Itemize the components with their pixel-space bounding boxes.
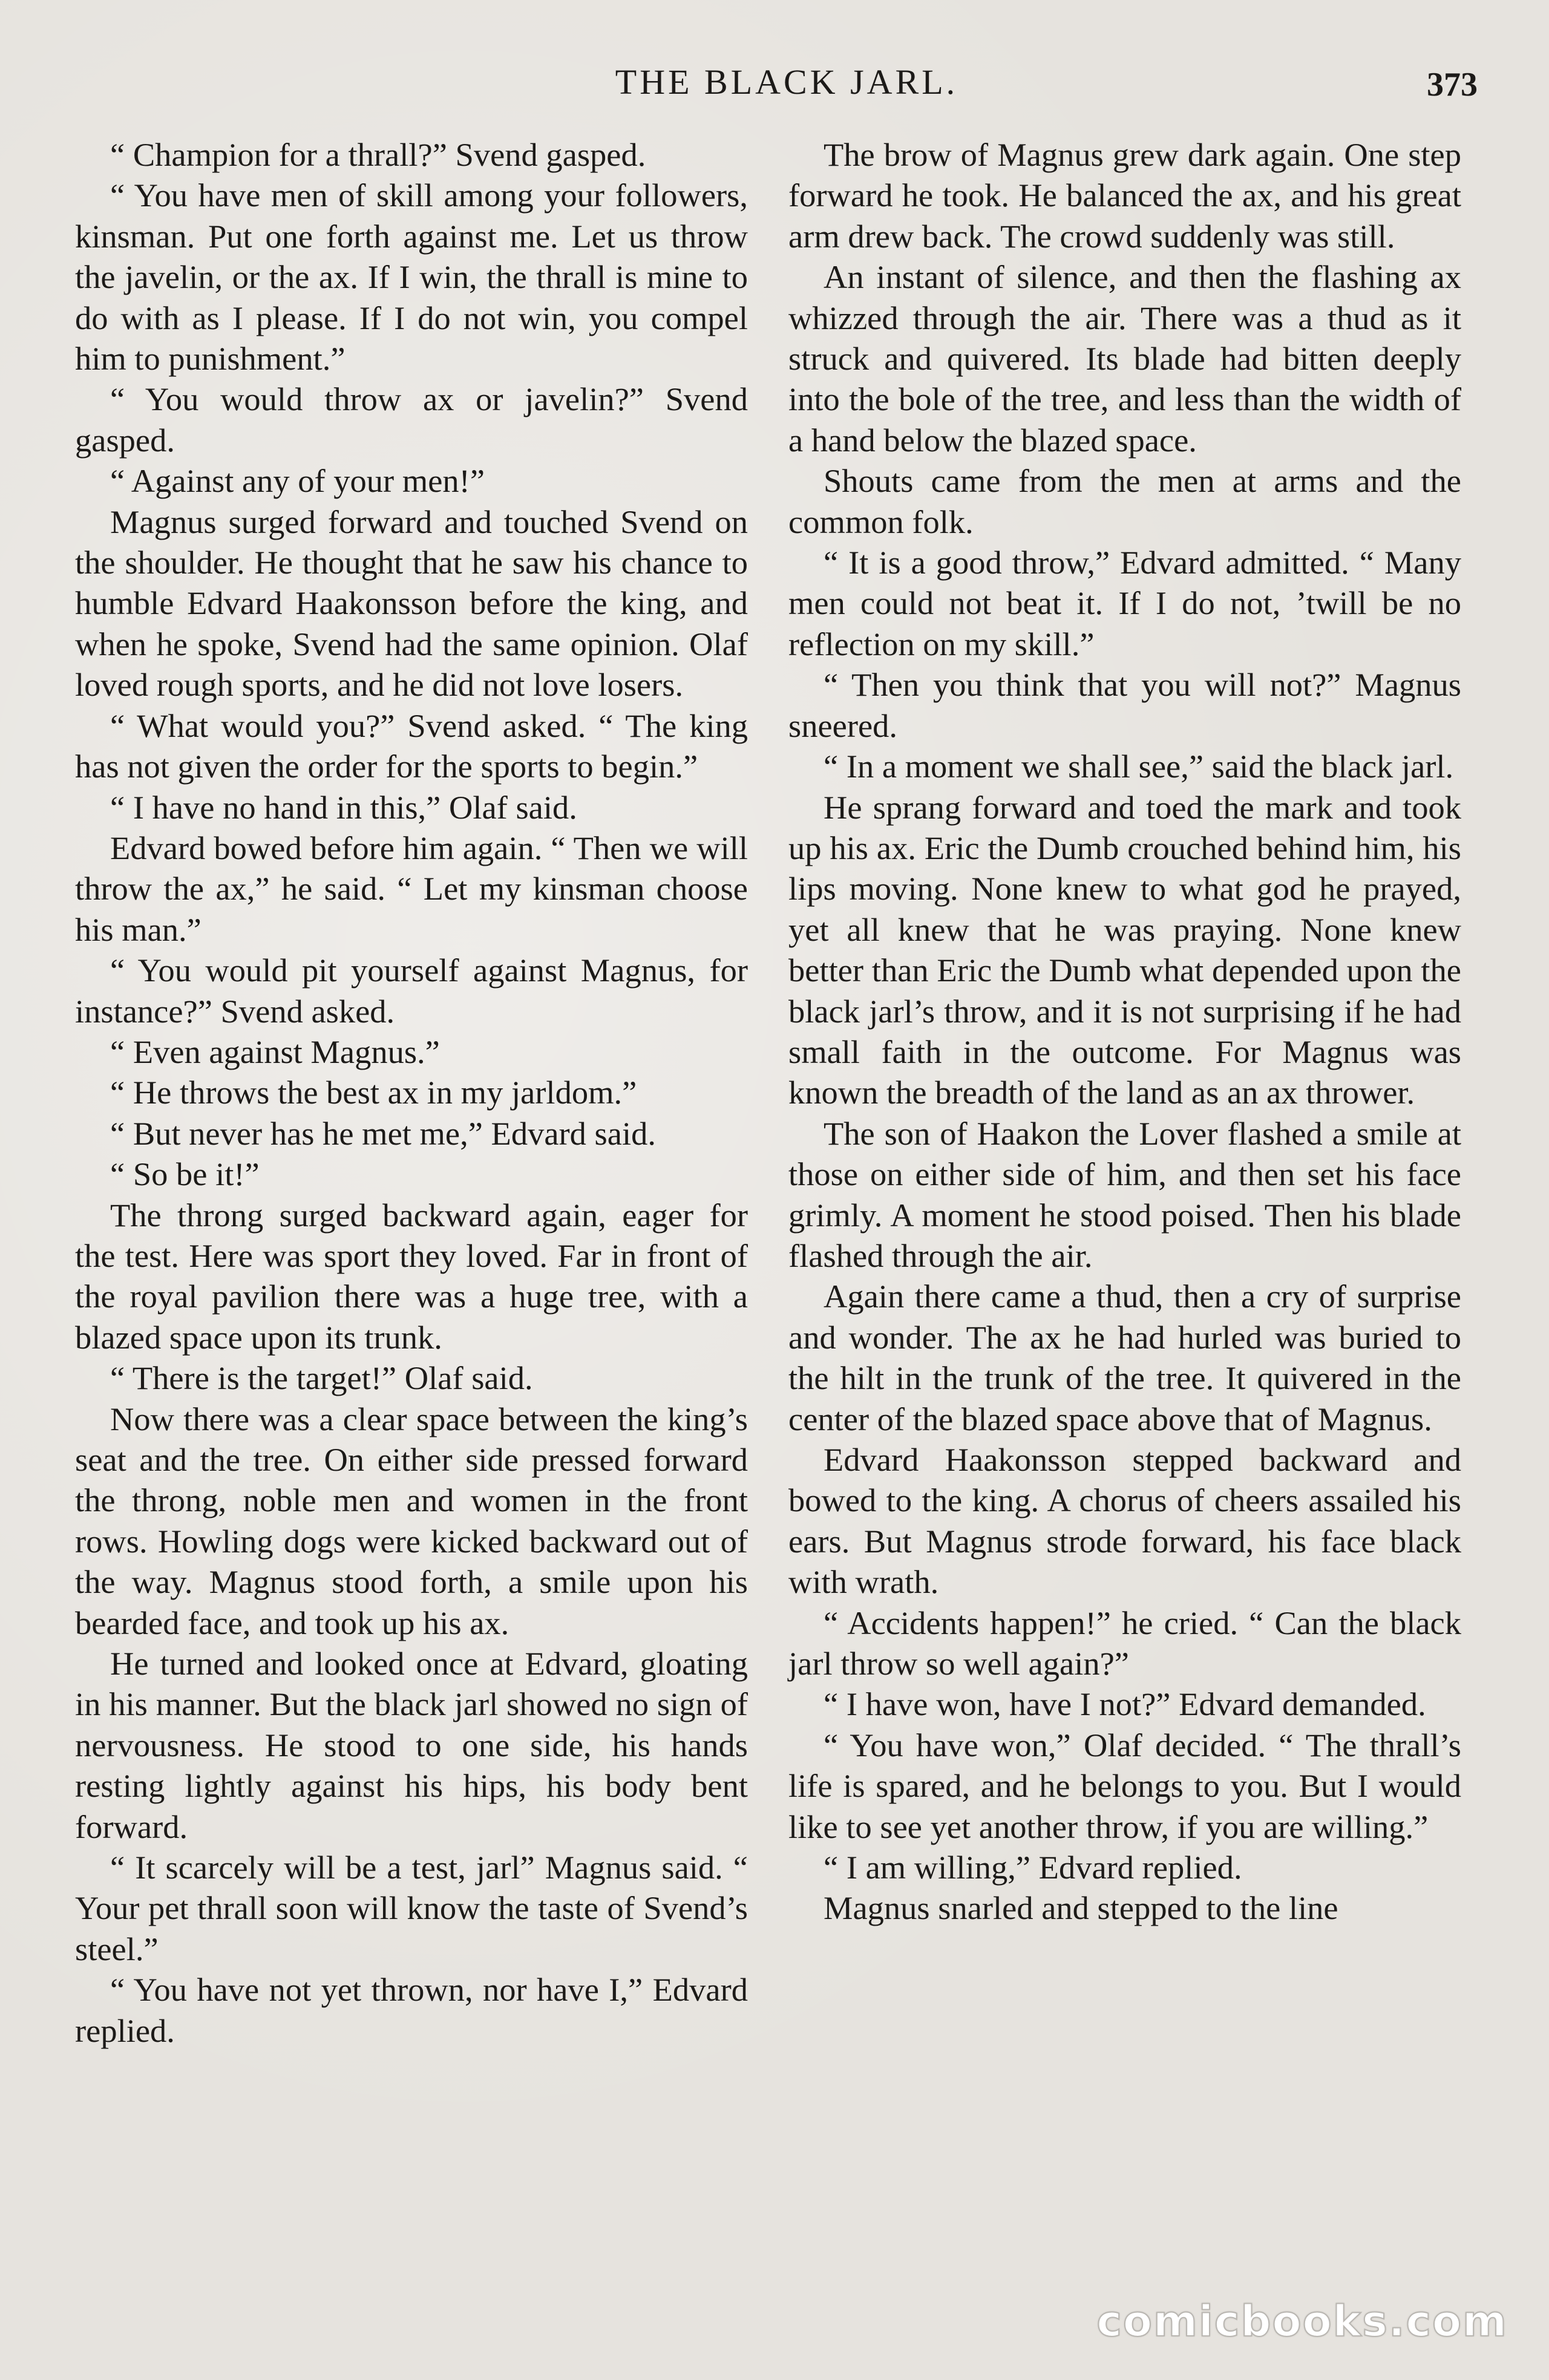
paragraph: “ It is a good throw,” Edvard admitted. “ Many men could not beat it. If I do not, ’twill be no reflection on my skill.” xyxy=(788,544,1461,662)
paragraph: “ Accidents happen!” he cried. “ Can the black jarl throw so well again?” xyxy=(788,1604,1461,1682)
paragraph: Shouts came from the men at arms and the common folk. xyxy=(788,462,1461,540)
paragraph: Now there was a clear space between the king’s seat and the tree. On either side pressed forward the throng, noble men and women in the front rows. Howling dogs were kicked backward out of the way. Magnus stood forth, a smile upon his bearded face, and took up his ax. xyxy=(75,1400,748,1641)
left-column xyxy=(75,134,748,2051)
right-column xyxy=(788,134,1461,1929)
paragraph: “ I have no hand in this,” Olaf said. xyxy=(110,788,577,826)
paragraph: “ There is the target!” Olaf said. xyxy=(110,1359,533,1397)
paragraph: “ Champion for a thrall?” Svend gasped. xyxy=(110,136,646,173)
paragraph: Again there came a thud, then a cry of surprise and wonder. The ax he had hurled was buried to the hilt in the trunk of the tree. It quivered in the center of the blazed space above that of Magnus. xyxy=(788,1278,1461,1437)
paragraph: He turned and looked once at Edvard, gloating in his manner. But the black jarl showed no sign of nervousness. He stood to one side, his hands resting lightly against his hips, his body bent forward. xyxy=(75,1645,748,1845)
paragraph: “ It scarcely will be a test, jarl” Magnus said. “ Your pet thrall soon will know the taste of Svend’s steel.” xyxy=(75,1849,748,1967)
paragraph: The brow of Magnus grew dark again. One step forward he took. He balanced the ax, and his great arm drew back. The crowd suddenly was still. xyxy=(788,136,1461,255)
site-watermark: comicbooks.com xyxy=(1096,2297,1508,2346)
paragraph: Magnus snarled and stepped to the line xyxy=(824,1889,1338,1927)
page-title: THE BLACK JARL. xyxy=(615,62,958,102)
paragraph: “ You have not yet thrown, nor have I,” Edvard replied. xyxy=(75,1971,748,2049)
paragraph: Magnus surged forward and touched Svend on the shoulder. He thought that he saw his chance to humble Edvard Haakonsson before the king, and when he spoke, Svend had the same opinion. Olaf loved rough sports, and he did not love losers. xyxy=(75,503,748,704)
paragraph: “ You have won,” Olaf decided. “ The thrall’s life is spared, and he belongs to you. But I would like to see yet another throw, if you are willing.” xyxy=(788,1726,1461,1845)
paragraph: “ He throws the best ax in my jarldom.” xyxy=(110,1074,637,1111)
paragraph: “ But never has he met me,” Edvard said. xyxy=(110,1114,656,1152)
paragraph: He sprang forward and toed the mark and took up his ax. Eric the Dumb crouched behind him, his lips moving. None knew to what god he prayed, yet all knew that he was praying. None knew better than Eric the Dumb what depended upon the black jarl’s throw, and it is not surprising if he had small faith in the outcome. For Magnus was known the breadth of the land as an ax thrower. xyxy=(788,788,1461,1111)
paragraph: “ I am willing,” Edvard replied. xyxy=(824,1849,1242,1886)
paragraph: “ You have men of skill among your followers, kinsman. Put one forth against me. Let us throw the javelin, or the ax. If I win, the thrall is mine to do with as I please. If I do not win, you compel him to punishment.” xyxy=(75,177,748,378)
paragraph: Edvard bowed before him again. “ Then we will throw the ax,” he said. “ Let my kinsman choose his man.” xyxy=(75,829,748,948)
paragraph: “ So be it!” xyxy=(110,1156,260,1193)
paragraph: “ You would throw ax or javelin?” Svend gasped. xyxy=(75,381,748,459)
paragraph: “ Even against Magnus.” xyxy=(110,1033,440,1070)
page-number: 373 xyxy=(1427,66,1478,103)
paragraph: “ Then you think that you will not?” Magnus sneered. xyxy=(788,666,1461,744)
running-head xyxy=(0,58,1549,106)
paragraph: “ What would you?” Svend asked. “ The king has not given the order for the sports to begin.” xyxy=(75,707,748,785)
paragraph: The throng surged backward again, eager for the test. Here was sport they loved. Far in front of the royal pavilion there was a huge tree, with a blazed space upon its trunk. xyxy=(75,1196,748,1356)
paragraph: “ You would pit yourself against Magnus, for instance?” Svend asked. xyxy=(75,952,748,1030)
paragraph: Edvard Haakonsson stepped backward and bowed to the king. A chorus of cheers assailed his ears. But Magnus strode forward, his face black with wrath. xyxy=(788,1441,1461,1601)
paragraph: The son of Haakon the Lover flashed a smile at those on either side of him, and then set his face grimly. A moment he stood poised. Then his blade flashed through the air. xyxy=(788,1114,1461,1274)
paragraph: “ Against any of your men!” xyxy=(110,462,485,500)
paragraph: “ In a moment we shall see,” said the black jarl. xyxy=(824,748,1454,785)
paragraph: “ I have won, have I not?” Edvard demanded. xyxy=(824,1685,1426,1723)
paragraph: An instant of silence, and then the flashing ax whizzed through the air. There was a thud as it struck and quivered. Its blade had bitten deeply into the bole of the tree, and less than the width of a hand below the blazed space. xyxy=(788,258,1461,459)
